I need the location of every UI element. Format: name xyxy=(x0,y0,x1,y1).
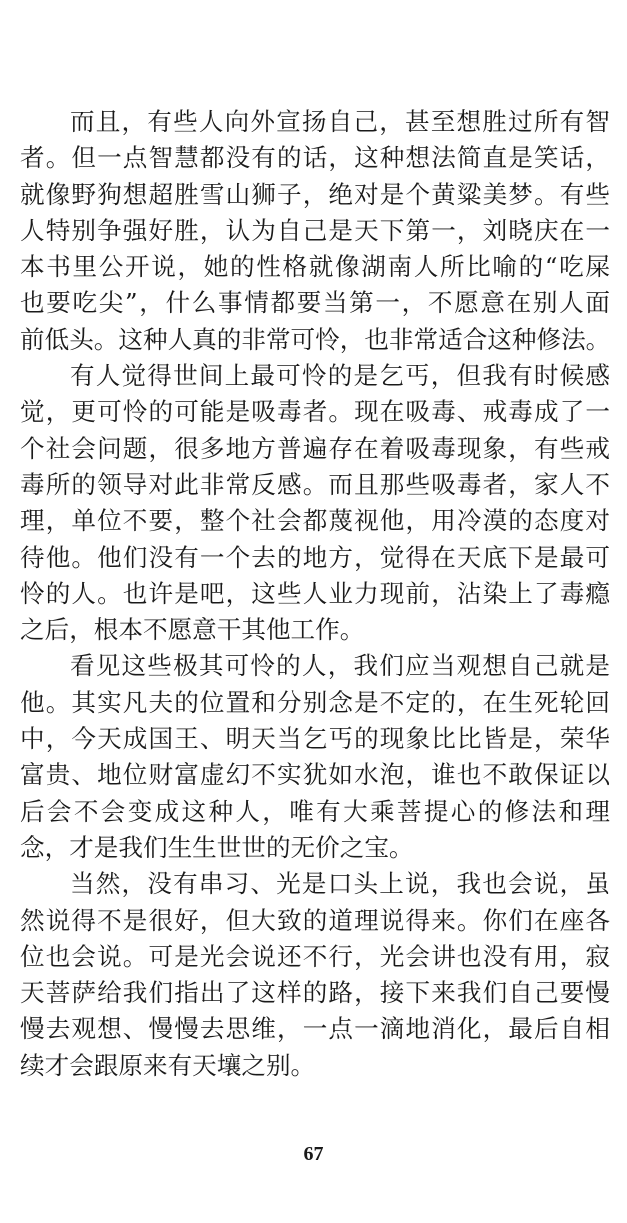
text-line: 位也会说。可是光会说还不行，光会讲也没有用，寂 xyxy=(20,941,610,971)
text-line: 本书里公开说，她的性格就像湖南人所比喻的“吃屎 xyxy=(20,252,610,282)
body-text xyxy=(20,104,610,1084)
text-line: 后会不会变成这种人，唯有大乘菩提心的修法和理 xyxy=(20,796,610,826)
text-line: 有人觉得世间上最可怜的是乞丐，但我有时候感 xyxy=(70,361,610,391)
text-line: 待他。他们没有一个去的地方，觉得在天底下是最可 xyxy=(20,542,610,572)
page-number: 67 xyxy=(303,1143,324,1165)
text-line: 前低头。这种人真的非常可怜，也非常适合这种修法。 xyxy=(20,324,611,354)
text-line: 天菩萨给我们指出了这样的路，接下来我们自己要慢 xyxy=(20,978,610,1008)
text-line: 者。但一点智慧都没有的话，这种想法简直是笑话， xyxy=(20,143,610,173)
text-line: 中，今天成国王、明天当乞丐的现象比比皆是，荣华 xyxy=(20,724,610,754)
text-line: 之后，根本不愿意干其他工作。 xyxy=(20,615,365,645)
text-line: 慢去观想、慢慢去思维，一点一滴地消化，最后自相 xyxy=(20,1014,610,1044)
text-line: 毒所的领导对此非常反感。而且那些吸毒者，家人不 xyxy=(20,469,610,499)
text-line: 富贵、地位财富虚幻不实犹如水泡，谁也不敢保证以 xyxy=(20,760,610,790)
text-line: 然说得不是很好，但大致的道理说得来。你们在座各 xyxy=(20,905,610,935)
text-line: 续才会跟原来有天壤之别。 xyxy=(20,1050,316,1080)
text-line: 而且，有些人向外宣扬自己，甚至想胜过所有智 xyxy=(70,107,610,136)
text-line: 看见这些极其可怜的人，我们应当观想自己就是 xyxy=(70,651,610,681)
text-line: 觉，更可怜的可能是吸毒者。现在吸毒、戒毒成了一 xyxy=(20,397,610,427)
text-line: 他。其实凡夫的位置和分别念是不定的，在生死轮回 xyxy=(20,687,610,717)
text-line: 理，单位不要，整个社会都蔑视他，用冷漠的态度对 xyxy=(20,506,610,536)
text-line: 念，才是我们生生世世的无价之宝。 xyxy=(20,832,414,862)
text-line: 怜的人。也许是吧，这些人业力现前，沾染上了毒瘾 xyxy=(20,578,610,608)
text-line: 当然，没有串习、光是口头上说，我也会说，虽 xyxy=(70,869,610,899)
text-line: 也要吃尖”，什么事情都要当第一，不愿意在别人面 xyxy=(20,288,610,318)
text-line: 个社会问题，很多地方普遍存在着吸毒现象，有些戒 xyxy=(20,433,610,463)
text-line: 人特别争强好胜，认为自己是天下第一，刘晓庆在一 xyxy=(20,215,610,245)
text-line: 就像野狗想超胜雪山狮子，绝对是个黄粱美梦。有些 xyxy=(20,179,610,209)
